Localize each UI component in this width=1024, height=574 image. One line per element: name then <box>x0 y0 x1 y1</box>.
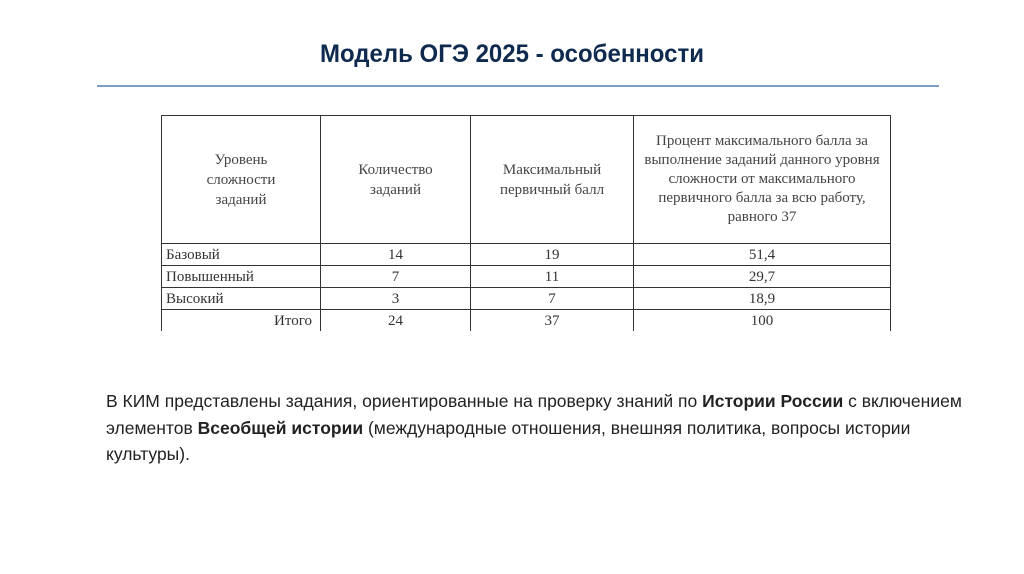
table-row <box>162 266 891 288</box>
paragraph-bold-russian-history: Истории России <box>702 391 844 411</box>
total-percent: 100 <box>634 310 891 332</box>
header-max-score: Максимальный первичный балл <box>471 116 634 244</box>
paragraph-text-2: с включением элементов <box>106 391 962 438</box>
row-level: Базовый <box>162 244 321 266</box>
row-max: 19 <box>471 244 634 266</box>
table-header-row <box>162 116 891 244</box>
row-level: Высокий <box>162 288 321 310</box>
total-label: Итого <box>162 310 321 332</box>
slide-title: Модель ОГЭ 2025 - особенности <box>319 40 705 68</box>
row-percent: 51,4 <box>634 244 891 266</box>
paragraph-text-1: В КИМ представлены задания, ориентированные на проверку знаний по <box>106 391 703 411</box>
description-paragraph <box>106 388 986 468</box>
header-count: Количество заданий <box>321 116 471 244</box>
difficulty-table <box>161 115 891 331</box>
row-max: 11 <box>471 266 634 288</box>
paragraph-bold-world-history: Всеобщей истории <box>197 417 364 438</box>
row-count: 14 <box>321 244 471 266</box>
row-percent: 29,7 <box>634 266 891 288</box>
row-max: 7 <box>471 288 634 310</box>
paragraph-text-3: (международные отношения, внешняя политика, вопросы истории культуры). <box>106 417 911 464</box>
header-percent: Процент максимального балла за выполнение заданий данного уровня сложности от максимального первичного балла за всю работу, равного 37 <box>634 116 891 244</box>
row-count: 3 <box>321 288 471 310</box>
table-row <box>162 288 891 310</box>
table-row <box>162 244 891 266</box>
total-max: 37 <box>471 310 634 332</box>
header-level: Уровень сложности заданий <box>162 116 321 244</box>
row-level: Повышенный <box>162 266 321 288</box>
title-divider <box>97 85 939 87</box>
table-total-row <box>162 310 891 332</box>
difficulty-table-wrap <box>161 115 890 331</box>
row-count: 7 <box>321 266 471 288</box>
total-count: 24 <box>321 310 471 332</box>
row-percent: 18,9 <box>634 288 891 310</box>
